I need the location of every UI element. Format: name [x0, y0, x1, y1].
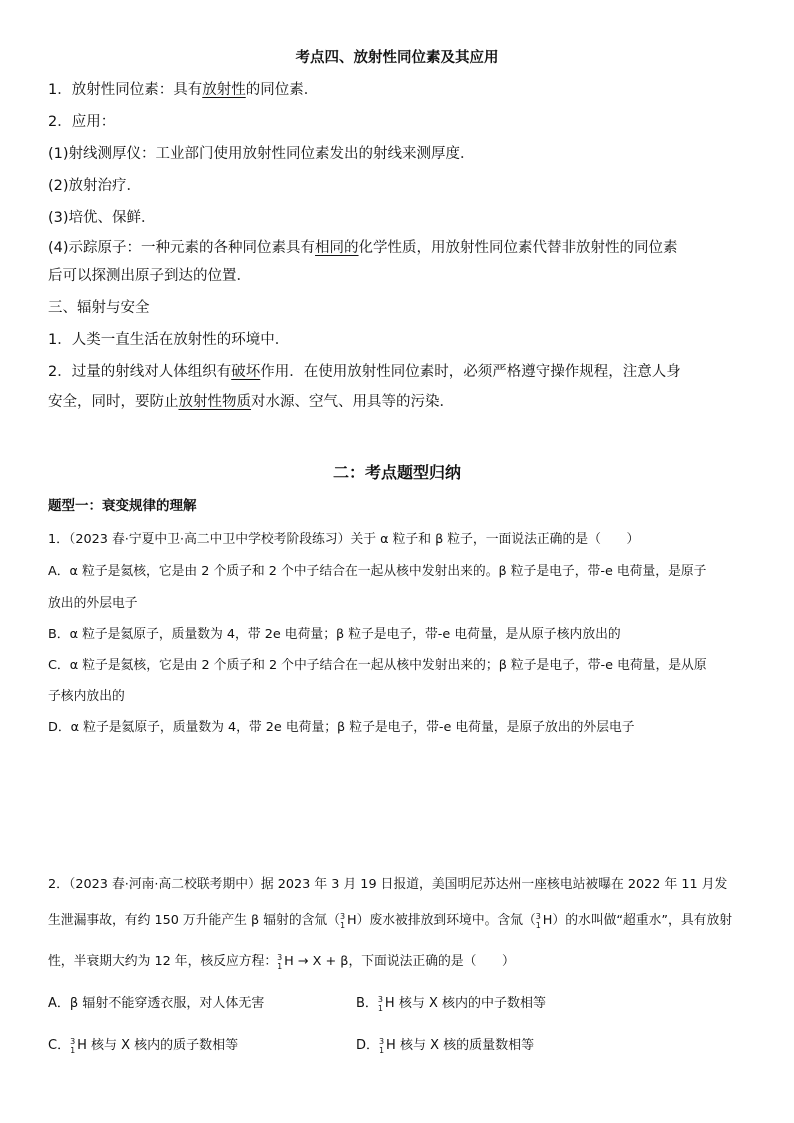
- mass-number: 3: [377, 995, 384, 1004]
- mass-number: 3: [535, 912, 541, 921]
- question-2-option-a: A．β 辐射不能穿透衣服，对人体无害: [48, 996, 265, 1011]
- underlined-text: 放射性物质: [178, 394, 251, 410]
- underlined-text: 破坏: [231, 364, 261, 380]
- question-1-option-d: D．α 粒子是氦原子，质量数为 4，带 2e 电荷量；β 粒子是电子，带-e 电荷量，是原子放出的外层电子: [48, 720, 635, 735]
- question-1-option-c: C．α 粒子是氦核，它是由 2 个质子和 2 个中子结合在一起从核中发射出来的；β 粒子是电子，带-e 电荷量，是从原: [48, 658, 707, 673]
- mass-number: 3: [379, 1037, 385, 1046]
- question-2-option-d: [356, 1036, 534, 1056]
- paragraph-definition: [48, 80, 748, 100]
- section-title-summary: 二：考点题型归纳: [332, 463, 461, 482]
- question-2-line-3: [48, 952, 748, 972]
- mass-number: 3: [277, 953, 283, 962]
- isotope-notation: [378, 994, 385, 1014]
- text: ）的水叫做“超重水”，具有放射: [552, 913, 733, 928]
- isotope-notation: [379, 1036, 386, 1056]
- paragraph-item-1: (1)射线测厚仪：工业部门使用放射性同位素发出的射线来测厚度．: [48, 146, 475, 162]
- paragraph-item-4-cont: 后可以探测出原子到达的位置．: [48, 268, 251, 284]
- element-symbol: H: [77, 1038, 87, 1053]
- text: 的同位素．: [245, 82, 319, 98]
- paragraph-item-2: (2)放射治疗．: [48, 178, 142, 194]
- text: 安全，同时，要防止: [48, 394, 179, 410]
- atomic-number: 1: [70, 1046, 76, 1055]
- text: 核与 X 核内的质子数相等: [91, 1038, 239, 1053]
- text: C．: [48, 1038, 71, 1053]
- question-1-option-a: A．α 粒子是氦核，它是由 2 个质子和 2 个中子结合在一起从核中发射出来的。β 粒子是电子，带-e 电荷量，是原子: [48, 564, 707, 579]
- question-2-line-1: 2．（2023 春·河南·高二校联考期中）据 2023 年 3 月 19 日报道，美国明尼苏达州一座核电站被曝在 2022 年 11 月发: [48, 877, 728, 892]
- text: 作用．在使用放射性同位素时，必须严格遵守操作规程，注意人身: [260, 364, 681, 380]
- text: → X + β，下面说法正确的是（ ）: [293, 954, 515, 969]
- section-title: 考点四、放射性同位素及其应用: [295, 50, 499, 66]
- element-symbol: H: [384, 996, 395, 1011]
- text: 1．放射性同位素：具有: [48, 82, 203, 98]
- question-1-option-a-cont: 放出的外层电子: [48, 596, 138, 611]
- atomic-number: 1: [277, 962, 283, 971]
- paragraph-heading-safety: 三、辐射与安全: [48, 300, 150, 316]
- question-2-line-2: [48, 911, 748, 931]
- text: 性，半衰期大约为 12 年，核反应方程：: [48, 954, 278, 969]
- paragraph-safety-1: 1．人类一直生活在放射性的环境中．: [48, 332, 290, 348]
- question-type-heading: 题型一：衰变规律的理解: [48, 498, 197, 514]
- text: ）废水被排放到环境中。含氚（: [356, 913, 536, 928]
- element-symbol: H: [347, 913, 357, 928]
- question-1-option-b: B．α 粒子是氦原子，质量数为 4，带 2e 电荷量；β 粒子是电子，带-e 电荷量，是从原子核内放出的: [48, 627, 621, 642]
- element-symbol: H: [542, 913, 553, 928]
- mass-number: 3: [340, 912, 346, 921]
- element-symbol: H: [284, 954, 294, 969]
- isotope-notation: [340, 911, 347, 931]
- text: 2．过量的射线对人体组织有: [48, 364, 232, 380]
- question-2-option-b: [356, 994, 546, 1014]
- text: 化学性质，用放射性同位素代替非放射性的同位素: [358, 240, 678, 256]
- isotope-notation: [70, 1036, 77, 1056]
- paragraph-safety-2-cont: [48, 392, 748, 412]
- mass-number: 3: [70, 1037, 76, 1046]
- underlined-text: 相同的: [315, 240, 359, 256]
- underlined-text: 放射性: [202, 82, 246, 98]
- text: B．: [356, 996, 378, 1011]
- isotope-notation: [536, 911, 543, 931]
- atomic-number: 1: [379, 1046, 385, 1055]
- paragraph-safety-2: [48, 362, 748, 382]
- question-2-option-c: [48, 1036, 238, 1056]
- text: 生泄漏事故，有约 150 万升能产生 β 辐射的含氚（: [48, 913, 341, 928]
- paragraph-item-3: (3)培优、保鲜．: [48, 210, 156, 226]
- text: 核与 X 核的质量数相等: [399, 1038, 535, 1053]
- isotope-notation: [277, 952, 284, 972]
- atomic-number: 1: [340, 921, 346, 930]
- atomic-number: 1: [535, 921, 541, 930]
- question-1-stem: 1．（2023 春·宁夏中卫·高二中卫中学校考阶段练习）关于 α 粒子和 β 粒子，一面说法正确的是（ ）: [48, 532, 640, 547]
- element-symbol: H: [386, 1038, 396, 1053]
- text: 对水源、空气、用具等的污染．: [251, 394, 454, 410]
- question-1-option-c-cont: 子核内放出的: [48, 689, 125, 704]
- paragraph-application: 2．应用：: [48, 114, 116, 130]
- text: D．: [356, 1038, 380, 1053]
- paragraph-item-4: [48, 238, 748, 258]
- text: (4)示踪原子：一种元素的各种同位素具有: [48, 240, 316, 256]
- text: 核与 X 核内的中子数相等: [398, 996, 547, 1011]
- atomic-number: 1: [377, 1004, 384, 1013]
